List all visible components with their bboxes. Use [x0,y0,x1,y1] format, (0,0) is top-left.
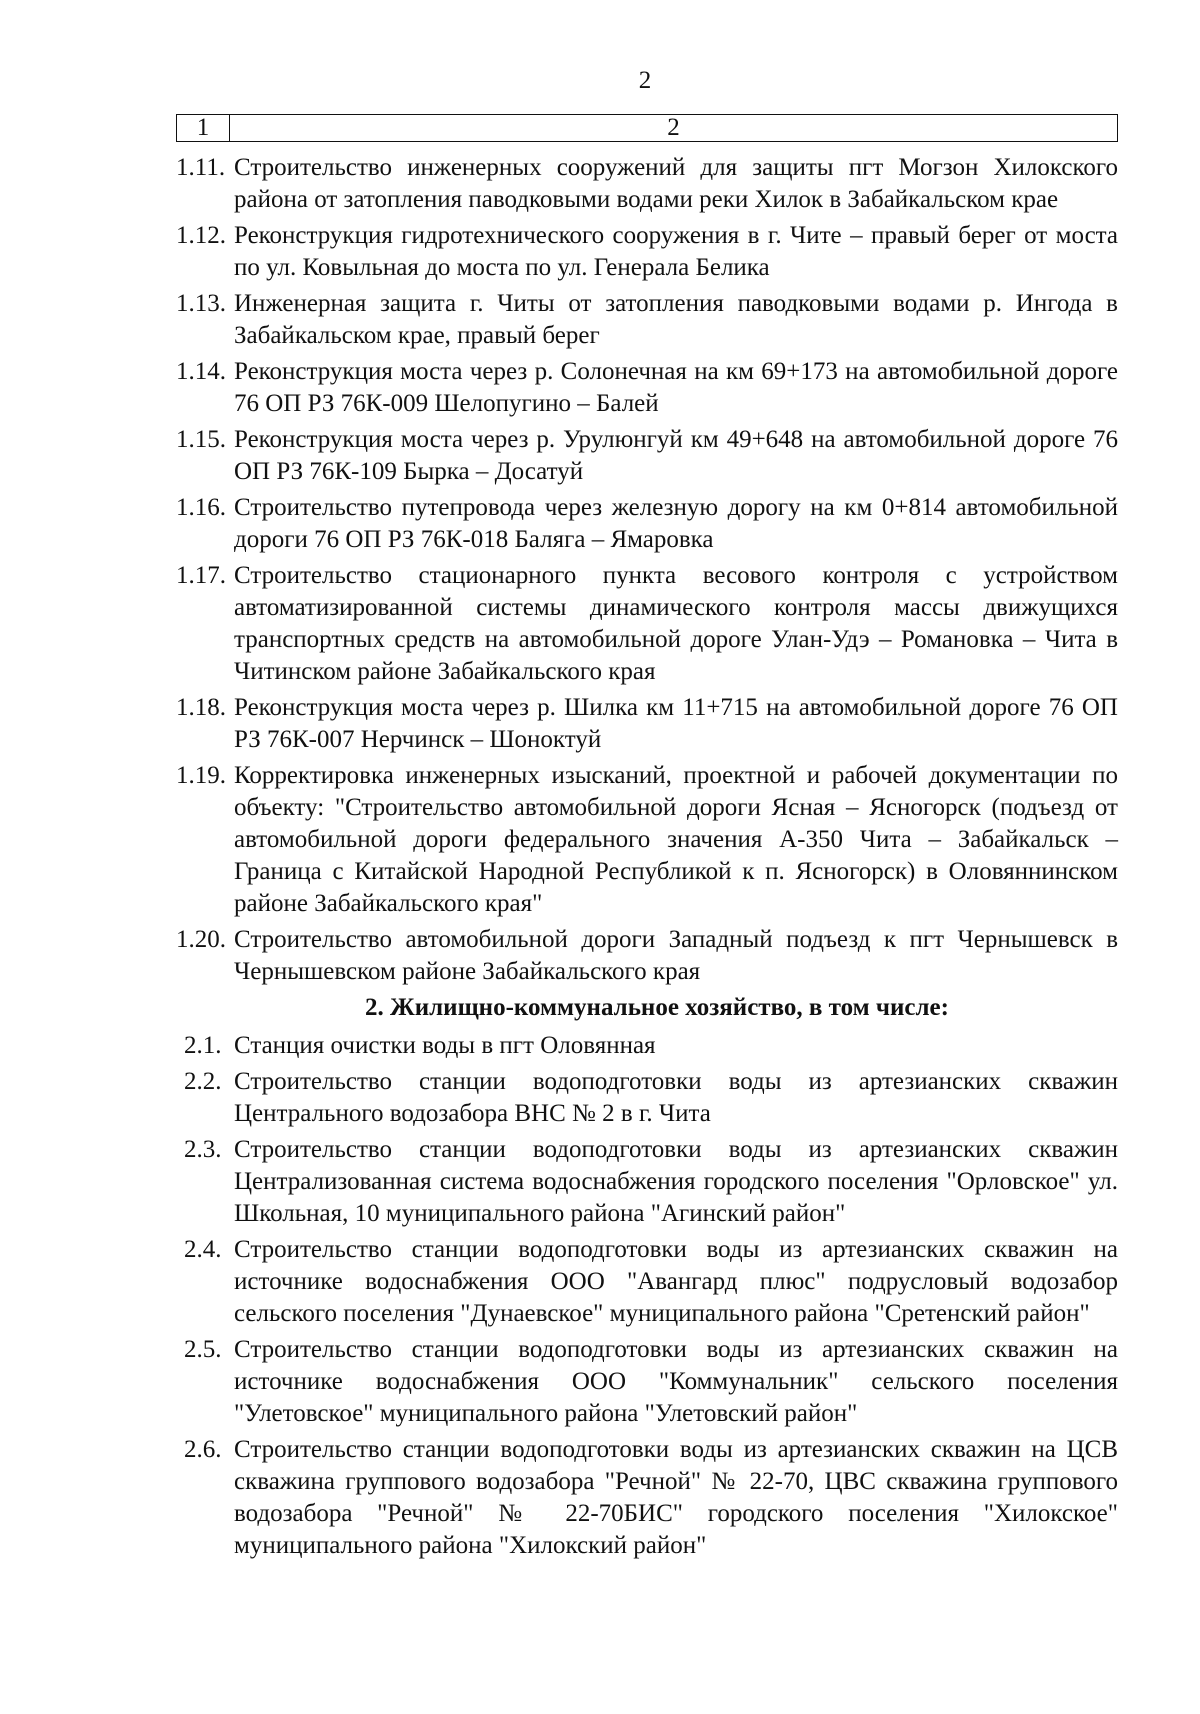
item-text: Реконструкция моста через р. Солонечная на км 69+173 на автомобильной дороге 76 ОП РЗ 76К-009 Шелопугино – Балей [234,358,1118,417]
item-number: 2.2. [184,1068,222,1095]
list-item [176,492,1118,556]
item-number: 1.15. [176,426,226,453]
item-text: Реконструкция моста через р. Шилка км 11+715 на автомобильной дороге 76 ОП РЗ 76К-007 Нерчинск – Шоноктуй [234,694,1118,753]
item-text: Строительство станции водоподготовки воды из артезианских скважин на ЦСВ скважина группового водозабора "Речной" № 22-70, ЦВС скважина группового водозабора "Речной" № 22-70БИС" городского поселения "Хилокское" муниципального района "Хилокский район" [234,1436,1118,1559]
list-item [176,1134,1118,1230]
item-text: Строительство путепровода через железную дорогу на км 0+814 автомобильной дороги 76 ОП РЗ 76К-018 Баляга – Ямаровка [234,494,1118,553]
item-number: 2.1. [184,1032,222,1059]
list-item [176,288,1118,352]
list-item [176,152,1118,216]
item-text: Инженерная защита г. Читы от затопления паводковыми водами р. Ингода в Забайкальском крае, правый берег [234,290,1118,349]
item-text: Строительство станции водоподготовки воды из артезианских скважин Центрального водозабора ВНС № 2 в г. Чита [234,1068,1118,1127]
document-body [176,152,1118,1566]
list-item [176,924,1118,988]
item-text: Строительство станции водоподготовки воды из артезианских скважин на источнике водоснабжения ООО "Коммунальник" сельского поселения "Улетовское" муниципального района "Улетовский район" [234,1336,1118,1427]
section-heading: 2. Жилищно-коммунальное хозяйство, в том числе: [365,994,949,1021]
list-item [176,1066,1118,1130]
item-number: 1.13. [176,290,226,317]
item-text: Строительство инженерных сооружений для защиты пгт Могзон Хилокского района от затопления паводковыми водами реки Хилок в Забайкальском крае [234,154,1118,213]
item-text: Реконструкция гидротехнического сооружения в г. Чите – правый берег от моста по ул. Ковыльная до моста по ул. Генерала Белика [234,222,1118,281]
item-number: 1.11. [176,154,226,181]
item-text: Станция очистки воды в пгт Оловянная [234,1032,656,1059]
column-header-table [176,114,1118,142]
item-text: Реконструкция моста через р. Урулюнгуй км 49+648 на автомобильной дороге 76 ОП РЗ 76К-109 Бырка – Досатуй [234,426,1118,485]
item-number: 1.17. [176,562,226,589]
list-item [176,760,1118,920]
list-item [176,1434,1118,1562]
item-text: Строительство станции водоподготовки воды из артезианских скважин на источнике водоснабжения ООО "Авангард плюс" подрусловый водозабор сельского поселения "Дунаевское" муниципального района "Сретенский район" [234,1236,1118,1327]
item-text: Строительство стационарного пункта весового контроля с устройством автоматизированной системы динамического контроля массы движущихся транспортных средств на автомобильной дороге Улан-Удэ – Романовка – Чита в Читинском районе Забайкальского края [234,562,1118,685]
list-item [176,356,1118,420]
item-text: Строительство станции водоподготовки воды из артезианских скважин Централизованная система водоснабжения городского поселения "Орловское" ул. Школьная, 10 муниципального района "Агинский район" [234,1136,1118,1227]
item-number: 1.14. [176,358,226,385]
item-number: 1.20. [176,926,226,953]
list-item [176,220,1118,284]
list-item [176,560,1118,688]
item-number: 1.18. [176,694,226,721]
page-number: 2 [638,67,652,94]
item-number: 1.16. [176,494,226,521]
item-number: 2.6. [184,1436,222,1463]
list-item [176,424,1118,488]
list-item [176,1234,1118,1330]
item-number: 2.3. [184,1136,222,1163]
column-header-2: 2 [667,114,680,141]
item-number: 2.4. [184,1236,222,1263]
list-item [176,692,1118,756]
item-text: Строительство автомобильной дороги Западный подъезд к пгт Чернышевск в Чернышевском районе Забайкальского края [234,926,1118,985]
column-header-1: 1 [177,115,230,141]
item-text: Корректировка инженерных изысканий, проектной и рабочей документации по объекту: "Строительство автомобильной дороги Ясная – Ясногорск (подъезд от автомобильной дороги федерального значения А-350 Чита – Забайкальск – Граница с Китайской Народной Республикой к п. Ясногорск) в Оловяннинском районе Забайкальского края" [234,762,1118,917]
list-item [176,1030,1118,1062]
list-item [176,1334,1118,1430]
item-number: 1.12. [176,222,226,249]
item-number: 2.5. [184,1336,222,1363]
item-number: 1.19. [176,762,226,789]
